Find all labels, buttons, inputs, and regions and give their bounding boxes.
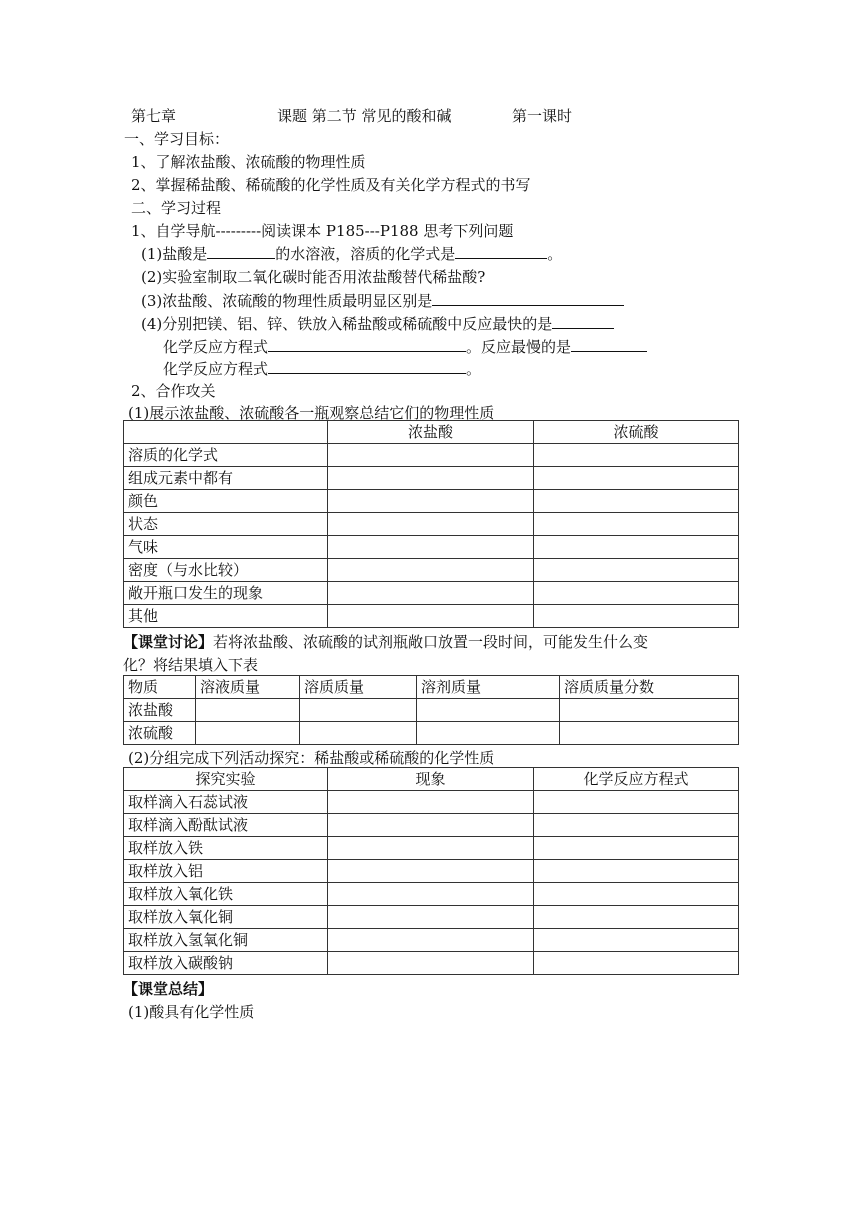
answer-cell[interactable] — [300, 699, 417, 722]
table-row — [124, 860, 739, 883]
row-label: 取样放入氢氧化铜 — [124, 929, 328, 952]
answer-cell[interactable] — [417, 699, 560, 722]
answer-cell[interactable] — [328, 791, 534, 814]
answer-blank[interactable] — [571, 336, 647, 352]
table-row — [124, 536, 739, 559]
row-label: 浓盐酸 — [124, 699, 196, 722]
period-mark: 。 — [466, 360, 482, 378]
answer-cell[interactable] — [534, 929, 739, 952]
table-header-row — [124, 421, 739, 444]
question-4 — [141, 313, 614, 333]
table-header-cell: 溶液质量 — [196, 676, 300, 699]
answer-cell[interactable] — [534, 605, 739, 628]
answer-cell[interactable] — [196, 699, 300, 722]
slowest-label: 。反应最慢的是 — [466, 338, 572, 356]
answer-cell[interactable] — [328, 582, 534, 605]
row-label: 取样放入氧化铁 — [124, 883, 328, 906]
table-row — [124, 467, 739, 490]
answer-cell[interactable] — [328, 467, 534, 490]
goal-item: 2、掌握稀盐酸、稀硫酸的化学性质及有关化学方程式的书写 — [131, 176, 531, 194]
row-label: 组成元素中都有 — [124, 467, 328, 490]
answer-cell[interactable] — [534, 860, 739, 883]
table-row — [124, 722, 739, 745]
table-header-cell: 溶剂质量 — [417, 676, 560, 699]
answer-cell[interactable] — [328, 559, 534, 582]
activity-2: (2)分组完成下列活动探究：稀盐酸或稀硫酸的化学性质 — [128, 749, 495, 767]
equation-label: 化学反应方程式 — [163, 338, 269, 356]
row-label: 溶质的化学式 — [124, 444, 328, 467]
table-header-cell: 物质 — [124, 676, 196, 699]
row-label: 取样放入铝 — [124, 860, 328, 883]
answer-blank[interactable] — [268, 336, 466, 352]
process-heading: 二、学习过程 — [131, 199, 222, 217]
table-row — [124, 490, 739, 513]
answer-cell[interactable] — [417, 722, 560, 745]
row-label: 浓硫酸 — [124, 722, 196, 745]
table-row — [124, 444, 739, 467]
question-4-equation-2 — [163, 358, 481, 378]
answer-cell[interactable] — [328, 929, 534, 952]
answer-cell[interactable] — [534, 814, 739, 837]
table-header-cell: 溶质质量 — [300, 676, 417, 699]
table-row — [124, 883, 739, 906]
answer-blank[interactable] — [552, 313, 614, 329]
row-label: 其他 — [124, 605, 328, 628]
answer-cell[interactable] — [328, 906, 534, 929]
table-row — [124, 837, 739, 860]
answer-cell[interactable] — [534, 559, 739, 582]
answer-cell[interactable] — [560, 699, 739, 722]
answer-cell[interactable] — [328, 444, 534, 467]
question-3 — [141, 290, 624, 310]
lesson-period: 第一课时 — [512, 107, 573, 125]
answer-cell[interactable] — [534, 791, 739, 814]
question-1 — [141, 243, 562, 263]
answer-cell[interactable] — [560, 722, 739, 745]
table-row — [124, 513, 739, 536]
physical-properties-table — [123, 420, 739, 628]
answer-cell[interactable] — [328, 536, 534, 559]
answer-cell[interactable] — [328, 952, 534, 975]
answer-cell[interactable] — [534, 490, 739, 513]
answer-blank[interactable] — [268, 358, 466, 374]
table-header-row — [124, 676, 739, 699]
row-label: 敞开瓶口发生的现象 — [124, 582, 328, 605]
table-header-cell: 探究实验 — [124, 768, 328, 791]
header-line — [131, 106, 573, 126]
answer-cell[interactable] — [534, 952, 739, 975]
row-label: 取样放入碳酸钠 — [124, 952, 328, 975]
answer-cell[interactable] — [534, 883, 739, 906]
answer-cell[interactable] — [534, 444, 739, 467]
exposure-change-table — [123, 675, 739, 745]
summary-item: (1)酸具有化学性质 — [128, 1003, 255, 1021]
row-label: 状态 — [124, 513, 328, 536]
table-row — [124, 952, 739, 975]
answer-cell[interactable] — [328, 883, 534, 906]
discussion-line-2: 化？将结果填入下表 — [123, 656, 259, 674]
answer-cell[interactable] — [328, 513, 534, 536]
question-2: (2)实验室制取二氧化碳时能否用浓盐酸替代稀盐酸? — [141, 268, 486, 286]
question-4-equation-1 — [163, 336, 647, 356]
question-1-part-b: 的水溶液，溶质的化学式是 — [275, 245, 456, 263]
discussion-line-1 — [123, 632, 648, 652]
table-row — [124, 906, 739, 929]
answer-cell[interactable] — [196, 722, 300, 745]
answer-cell[interactable] — [328, 860, 534, 883]
chapter-label: 第七章 — [131, 107, 177, 125]
answer-cell[interactable] — [534, 837, 739, 860]
discussion-label: 【课堂讨论】 — [123, 633, 214, 651]
answer-blank[interactable] — [207, 243, 275, 259]
goal-item: 1、了解浓盐酸、浓硫酸的物理性质 — [131, 153, 366, 171]
table-header-cell — [124, 421, 328, 444]
answer-cell[interactable] — [328, 490, 534, 513]
table-row — [124, 559, 739, 582]
self-study-guide: 1、自学导航---------阅读课本 P185---P188 思考下列问题 — [131, 222, 514, 240]
table-header-cell: 浓硫酸 — [534, 421, 739, 444]
lesson-topic: 课题 第二节 常见的酸和碱 — [277, 107, 452, 125]
question-1-part-c: 。 — [547, 245, 563, 263]
row-label: 气味 — [124, 536, 328, 559]
goals-heading: 一、学习目标： — [124, 130, 230, 148]
summary-label: 【课堂总结】 — [123, 980, 214, 998]
row-label: 取样滴入酚酞试液 — [124, 814, 328, 837]
row-label: 密度（与水比较） — [124, 559, 328, 582]
equation-label: 化学反应方程式 — [163, 360, 269, 378]
answer-cell[interactable] — [534, 467, 739, 490]
row-label: 取样放入铁 — [124, 837, 328, 860]
answer-cell[interactable] — [300, 722, 417, 745]
answer-cell[interactable] — [328, 814, 534, 837]
table-header-cell: 化学反应方程式 — [534, 768, 739, 791]
answer-cell[interactable] — [328, 837, 534, 860]
question-1-part-a: (1)盐酸是 — [141, 245, 208, 263]
table-row — [124, 814, 739, 837]
answer-cell[interactable] — [534, 513, 739, 536]
answer-cell[interactable] — [534, 582, 739, 605]
question-4-text: (4)分别把镁、铝、锌、铁放入稀盐酸或稀硫酸中反应最快的是 — [141, 315, 553, 333]
row-label: 取样放入氧化铜 — [124, 906, 328, 929]
row-label: 颜色 — [124, 490, 328, 513]
table-row — [124, 929, 739, 952]
answer-blank[interactable] — [432, 290, 624, 306]
table-header-cell: 浓盐酸 — [328, 421, 534, 444]
cooperate-heading: 2、合作攻关 — [131, 382, 216, 400]
table-row — [124, 791, 739, 814]
table-header-row — [124, 768, 739, 791]
chemical-properties-table — [123, 767, 739, 975]
table-header-cell: 现象 — [328, 768, 534, 791]
answer-cell[interactable] — [328, 605, 534, 628]
discussion-text: 若将浓盐酸、浓硫酸的试剂瓶敞口放置一段时间，可能发生什么变 — [213, 633, 649, 651]
answer-cell[interactable] — [534, 906, 739, 929]
answer-cell[interactable] — [534, 536, 739, 559]
table-header-cell: 溶质质量分数 — [560, 676, 739, 699]
activity-1: (1)展示浓盐酸、浓硫酸各一瓶观察总结它们的物理性质 — [128, 404, 495, 422]
row-label: 取样滴入石蕊试液 — [124, 791, 328, 814]
answer-blank[interactable] — [455, 243, 547, 259]
question-3-text: (3)浓盐酸、浓硫酸的物理性质最明显区别是 — [141, 292, 433, 310]
table-row — [124, 605, 739, 628]
table-row — [124, 582, 739, 605]
table-row — [124, 699, 739, 722]
